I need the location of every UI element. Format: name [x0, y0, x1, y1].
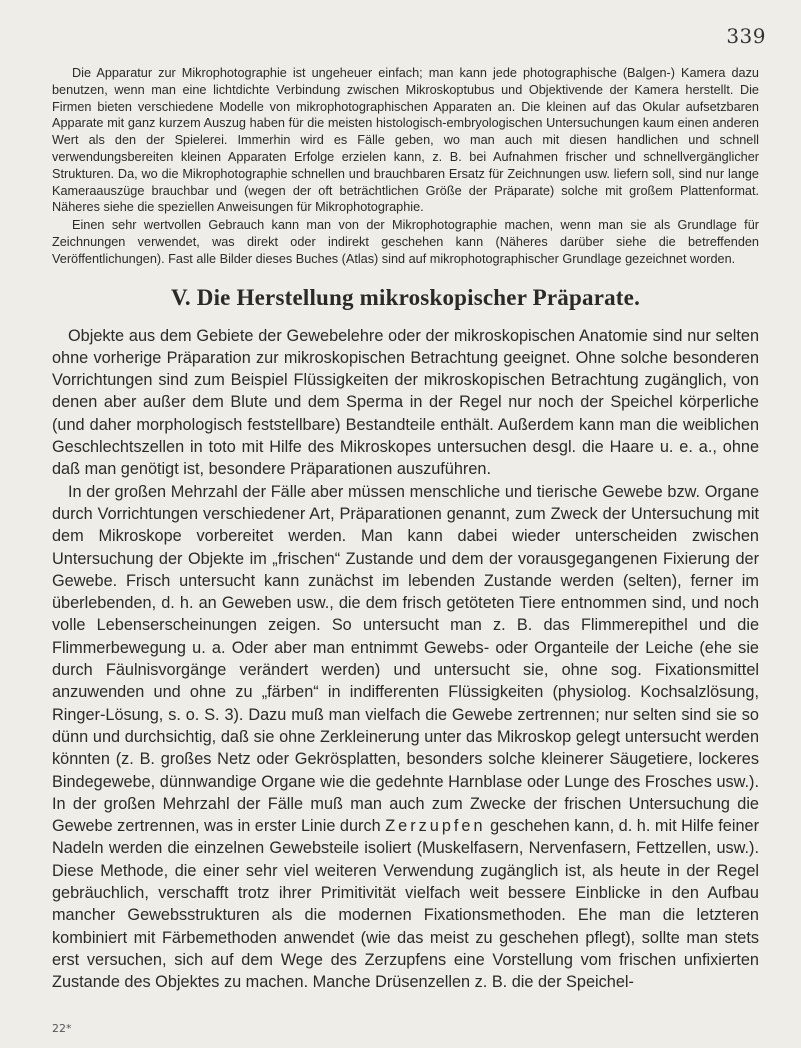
page-number: 339	[726, 24, 766, 48]
signature-mark: 22*	[52, 1022, 72, 1035]
emphasized-term: Zerzupfen	[385, 817, 486, 836]
page-content	[52, 65, 759, 993]
paragraph-2-text-after: geschehen kann, d. h. mit Hilfe feiner Nadeln werden die einzelnen Gewebsteile isoliert (Muskelfasern, Nervenfasern, Fettzellen, usw.). Diese Methode, die einer sehr viel weiteren Verwendung zugänglich ist, als heute in der Regel gebräuchlich, verschafft trotz ihrer Primitivität vielfach weit bessere Einblicke in den Aufbau mancher Gewebsstrukturen als die modernen Fixationsmethoden. Ehe man die letzteren kombiniert mit Färbemethoden anwendet (wie das meist zu geschehen pflegt), sollte man stets erst versuchen, sich auf dem Wege des Zerzupfens eine Vorstellung vom frischen unfixierten Zustande des Objektes zu machen. Manche Drüsenzellen z. B. die der Speichel-	[52, 817, 759, 992]
section-paragraph-1: Objekte aus dem Gebiete der Gewebelehre oder der mikroskopischen Anatomie sind nur selten ohne vorherige Präparation zur mikroskopischen Betrachtung geeignet. Ohne solche besonderen Vorrichtungen sind zum Beispiel Flüssigkeiten der mikroskopischen Betrachtung zugänglich, von denen aber außer dem Blute und dem Sperma in der Regel nur noch der Speichel körperliche (und daher morphologisch feststellbare) Bestandteile enthält. Außerdem kann man die weiblichen Geschlechtszellen in toto mit Hilfe des Mikroskopes untersuchen desgl. die Haare u. e. a., ohne daß man genötigt ist, besondere Präparationen auszuführen.	[52, 326, 759, 479]
section-number: V.	[170, 284, 191, 310]
intro-paragraph-1: Die Apparatur zur Mikrophotographie ist ungeheuer einfach; man kann jede photographische (Balgen-) Kamera dazu benutzen, wenn man eine lichtdichte Verbindung zwischen Mikroskoptubus und Objektivende der Kamera herstellt. Die Firmen bieten verschiedene Modelle von mikrophotographischen Apparaten an. Die kleinen auf das Okular aufsetzbaren Apparate mit ganz kurzem Auszug haben für die meisten histologisch-embryologischen Untersuchungen kaum einen anderen Wert als den der Spielerei. Immerhin wird es Fälle geben, wo man auch mit diesen handlichen und schnell verwendungsbereiten kleinen Apparaten Erfolge erzielen kann, z. B. bei Aufnahmen frischer und schnellvergänglicher Strukturen. Da, wo die Mikrophotographie schnellen und brauchbaren Ersatz für Zeichnungen usw. liefern soll, sind nur lange Kameraauszüge brauchbar und (wegen der oft beträchtlichen Größe der Präparate) solche mit großem Plattenformat. Näheres siehe die speziellen Anweisungen für Mikrophotographie.	[52, 66, 759, 215]
section-heading	[52, 285, 759, 311]
section-title: Die Herstellung mikroskopischer Präparate.	[196, 284, 641, 310]
paragraph-2-text-before: In der großen Mehrzahl der Fälle aber müssen menschliche und tierische Gewebe bzw. Organe durch Vorrichtungen verschiedener Art, Präparationen genannt, zum Zweck der Untersuchung mit dem Mikroskope vorbereitet werden. Man kann dabei wieder unterscheiden zwischen Untersuchung der Objekte im „frischen“ Zustande und dem der vorausgegangenen Fixierung der Gewebe. Frisch untersucht kann zunächst im lebenden Zustande werden (selten), ferner im überlebenden, d. h. an Geweben usw., die dem frisch getöteten Tiere entnommen sind, und noch volle Lebenserscheinungen zeigen. So untersucht man z. B. das Flimmerepithel und die Flimmerbewegung u. a. Oder aber man entnimmt Gewebs- oder Organteile der Leiche (ehe sie durch Fäulnisvorgänge verändert werden) und untersucht sie, ohne sog. Fixationsmittel anzuwenden und ohne zu „färben“ in indifferenten Flüssigkeiten (physiolog. Kochsalzlösung, Ringer-Lösung, s. o. S. 3). Dazu muß man vielfach die Gewebe zertrennen; nur selten sind sie so dünn und durchsichtig, daß sie ohne Zerkleinerung unter das Mikroskop gelegt untersucht werden könnten (z. B. großes Netz oder Gekrösplatten, besonders solche kleinerer Säugetiere, lockeres Bindegewebe, dünnwandige Organe wie die gedehnte Harnblase oder Lunge des Frosches usw.). In der großen Mehrzahl der Fälle muß man auch zum Zwecke der frischen Untersuchung die Gewebe zertrennen, was in erster Linie durch	[52, 482, 759, 836]
section-paragraph-2	[52, 481, 759, 994]
intro-paragraph-2: Einen sehr wertvollen Gebrauch kann man von der Mikrophotographie machen, wenn man sie als Grundlage für Zeichnungen verwendet, was direkt oder indirekt geschehen kann (Näheres darüber siehe die betreffenden Veröffentlichungen). Fast alle Bilder dieses Buches (Atlas) sind auf mikrophotographischer Grundlage gezeichnet worden.	[52, 218, 759, 266]
